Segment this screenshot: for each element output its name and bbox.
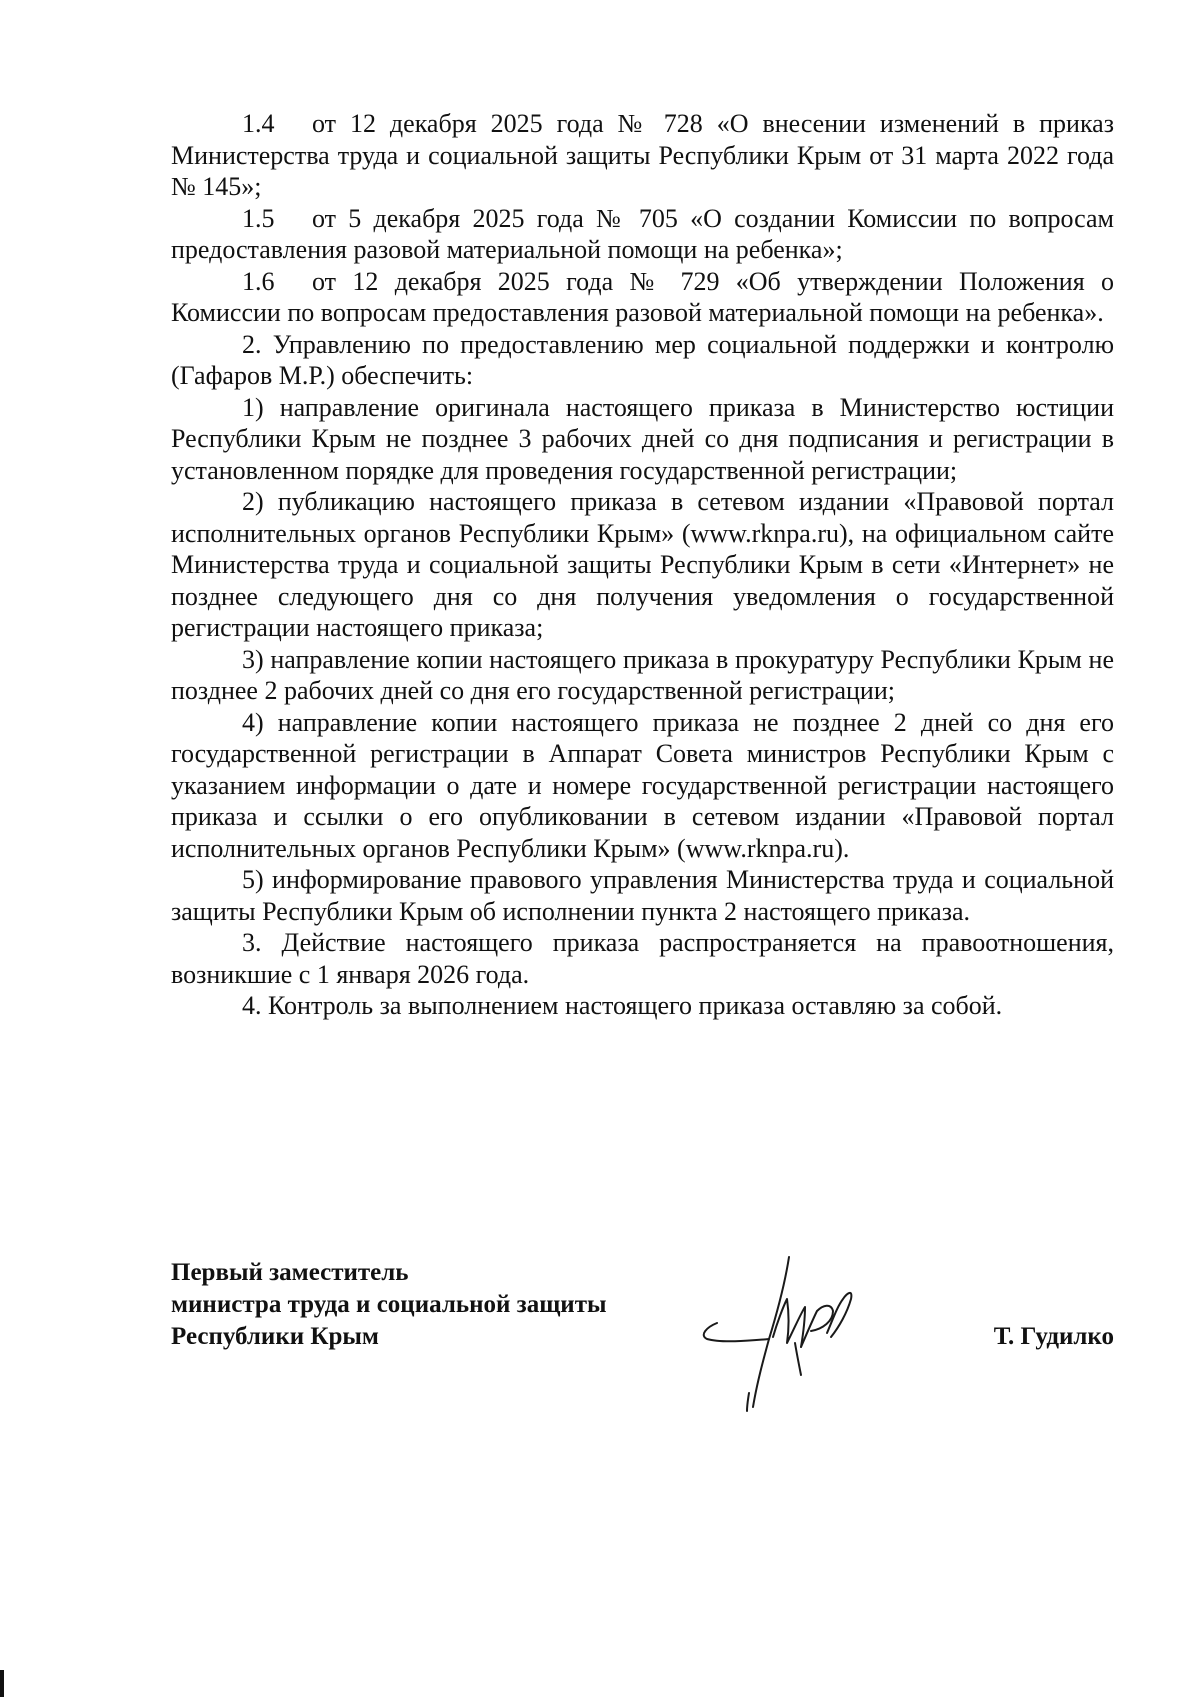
paragraph-2: 2. Управлению по предоставлению мер социальной поддержки и контролю (Гафаров М.Р.) обеспечить: — [171, 329, 1114, 390]
item-number: 1.5 — [242, 203, 275, 233]
paragraph-2-5: 5) информирование правового управления Министерства труда и социальной защиты Республики Крым об исполнении пункта 2 настоящего приказа. — [171, 865, 1114, 926]
list-item-1-6 — [171, 266, 1114, 329]
paragraph-4: 4. Контроль за выполнением настоящего приказа оставляю за собой. — [242, 991, 1003, 1020]
handwritten-signature-icon — [677, 1243, 877, 1413]
scan-edge-mark — [0, 1670, 4, 1697]
item-text: от 12 декабря 2025 года № 729 «Об утверждении Положения о Комиссии по вопросам предоставления разовой материальной помощи на ребенка». — [171, 266, 1114, 327]
item-number: 1.6 — [242, 266, 275, 296]
list-item-1-4 — [171, 108, 1114, 203]
signatory-name: Т. Гудилко — [993, 1323, 1114, 1350]
paragraph-2-2: 2) публикацию настоящего приказа в сетевом издании «Правовой портал исполнительных органов Республики Крым» (www.rknpa.ru), на официальном сайте Министерства труда и социальной защиты Республики Крым в сети «Интернет» не позднее следующего дня со дня получения уведомления о государственной регистрации настоящего приказа; — [171, 487, 1114, 642]
signatory-title — [171, 1257, 607, 1353]
paragraph-2-1: 1) направление оригинала настоящего приказа в Министерство юстиции Республики Крым не позднее 3 рабочих дней со дня подписания и регистрации в установленном порядке для проведения государственной регистрации; — [171, 392, 1114, 485]
paragraph-2-3: 3) направление копии настоящего приказа в прокуратуру Республики Крым не позднее 2 рабочих дней со дня его государственной регистрации; — [171, 644, 1114, 705]
paragraph-3: 3. Действие настоящего приказа распространяется на правоотношения, возникшие с 1 января 2026 года. — [171, 928, 1114, 989]
paragraph-2-4: 4) направление копии настоящего приказа не позднее 2 дней со дня его государственной регистрации в Аппарат Совета министров Республики Крым с указанием информации о дате и номере государственной регистрации настоящего приказа и ссылки о его опубликовании в сетевом издании «Правовой портал исполнительных органов Республики Крым» (www.rknpa.ru). — [171, 707, 1114, 863]
item-text: от 5 декабря 2025 года № 705 «О создании Комиссии по вопросам предоставления разовой материальной помощи на ребенка»; — [171, 203, 1114, 264]
document-body — [171, 108, 1114, 1022]
signatory-title-line: Республики Крым — [171, 1323, 379, 1350]
item-text: от 12 декабря 2025 года № 728 «О внесении изменений в приказ Министерства труда и социальной защиты Республики Крым от 31 марта 2022 года № 145»; — [171, 109, 1114, 201]
item-number: 1.4 — [242, 109, 275, 138]
signatory-title-line: Первый заместитель — [171, 1259, 409, 1286]
signature-block — [171, 1257, 1114, 1427]
list-item-1-5 — [171, 203, 1114, 266]
signatory-title-line: министра труда и социальной защиты — [171, 1291, 607, 1318]
